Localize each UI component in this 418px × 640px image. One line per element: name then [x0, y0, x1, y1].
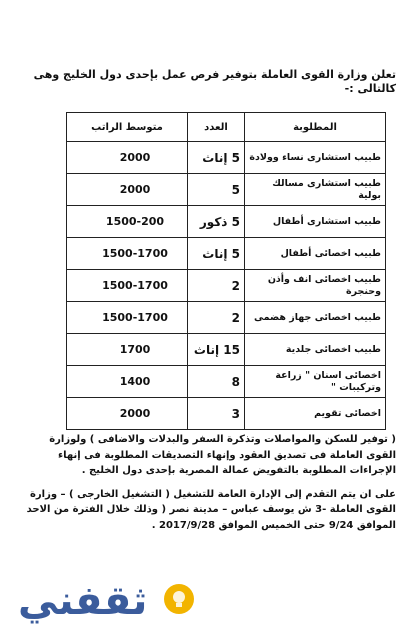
job-salary: 1500-1700	[67, 270, 188, 302]
job-count: 5 ذكور	[188, 206, 245, 238]
header-count: العدد	[188, 113, 245, 142]
job-salary: 1500-1700	[67, 302, 188, 334]
job-title: اخصائى اسنان " زراعة وتركيبات "	[245, 366, 386, 398]
jobs-table	[66, 112, 386, 430]
job-title: طبيب استشارى أطفال	[245, 206, 386, 238]
job-count: 8	[188, 366, 245, 398]
job-count: 3	[188, 398, 245, 430]
table-header-row	[67, 113, 386, 142]
job-salary: 2000	[67, 398, 188, 430]
table-row	[67, 398, 386, 430]
job-count: 5 إناث	[188, 238, 245, 270]
announcement-notes	[18, 432, 396, 541]
benefits-paragraph: ( توفير للسكن والمواصلات وتذكرة السفر والبدلات والاضافى ) ولوزارة القوى العاملة فى تصديق العقود وإنهاء التصديقات المطلوبة فى إنهاء الإجراءات المطلوبة بالتفويض عمالة المصرية بإحدى دول الخليج .	[49, 434, 396, 476]
job-title: طبيب اخصائى جهاز هضمى	[245, 302, 386, 334]
job-count: 2	[188, 302, 245, 334]
job-salary: 1400	[67, 366, 188, 398]
job-salary: 1500-200	[67, 206, 188, 238]
table-row	[67, 142, 386, 174]
table-row	[67, 270, 386, 302]
table-row	[67, 302, 386, 334]
header-salary: متوسط الراتب	[67, 113, 188, 142]
table-row	[67, 174, 386, 206]
job-title: طبيب اخصائى أطفال	[245, 238, 386, 270]
header-job: المطلوبة	[245, 113, 386, 142]
job-salary: 1500-1700	[67, 238, 188, 270]
announcement-heading: تعلن وزارة القوى العاملة بتوفير فرص عمل بإحدى دول الخليج وهى كالتالى :-	[33, 68, 396, 95]
table-row	[67, 366, 386, 398]
logo-text: ثقفني	[18, 578, 148, 624]
job-count: 5 إناث	[188, 142, 245, 174]
job-title: طبيب استشارى مسالك بولية	[245, 174, 386, 206]
job-salary: 2000	[67, 174, 188, 206]
lightbulb-icon	[164, 584, 194, 614]
job-salary: 1700	[67, 334, 188, 366]
job-title: طبيب استشارى نساء وولادة	[245, 142, 386, 174]
job-title: طبيب اخصائى انف وأذن وحنجرة	[245, 270, 386, 302]
job-count: 5	[188, 174, 245, 206]
job-salary: 2000	[67, 142, 188, 174]
job-title: اخصائى تقويم	[245, 398, 386, 430]
table-row	[67, 334, 386, 366]
job-title: طبيب اخصائى جلدية	[245, 334, 386, 366]
table-row	[67, 206, 386, 238]
job-count: 15 إناث	[188, 334, 245, 366]
site-logo	[18, 574, 188, 632]
application-paragraph: على ان يتم التقدم إلى الإدارة العامة للتشغيل ( التشغيل الخارجى ) – وزارة القوى العاملة -3 ش يوسف عباس – مدينة نصر ( وذلك خلال الفترة من الاحد الموافق 9/24 حتى الخميس الموافق 2017/9/28 .	[26, 488, 396, 531]
job-count: 2	[188, 270, 245, 302]
table-row	[67, 238, 386, 270]
